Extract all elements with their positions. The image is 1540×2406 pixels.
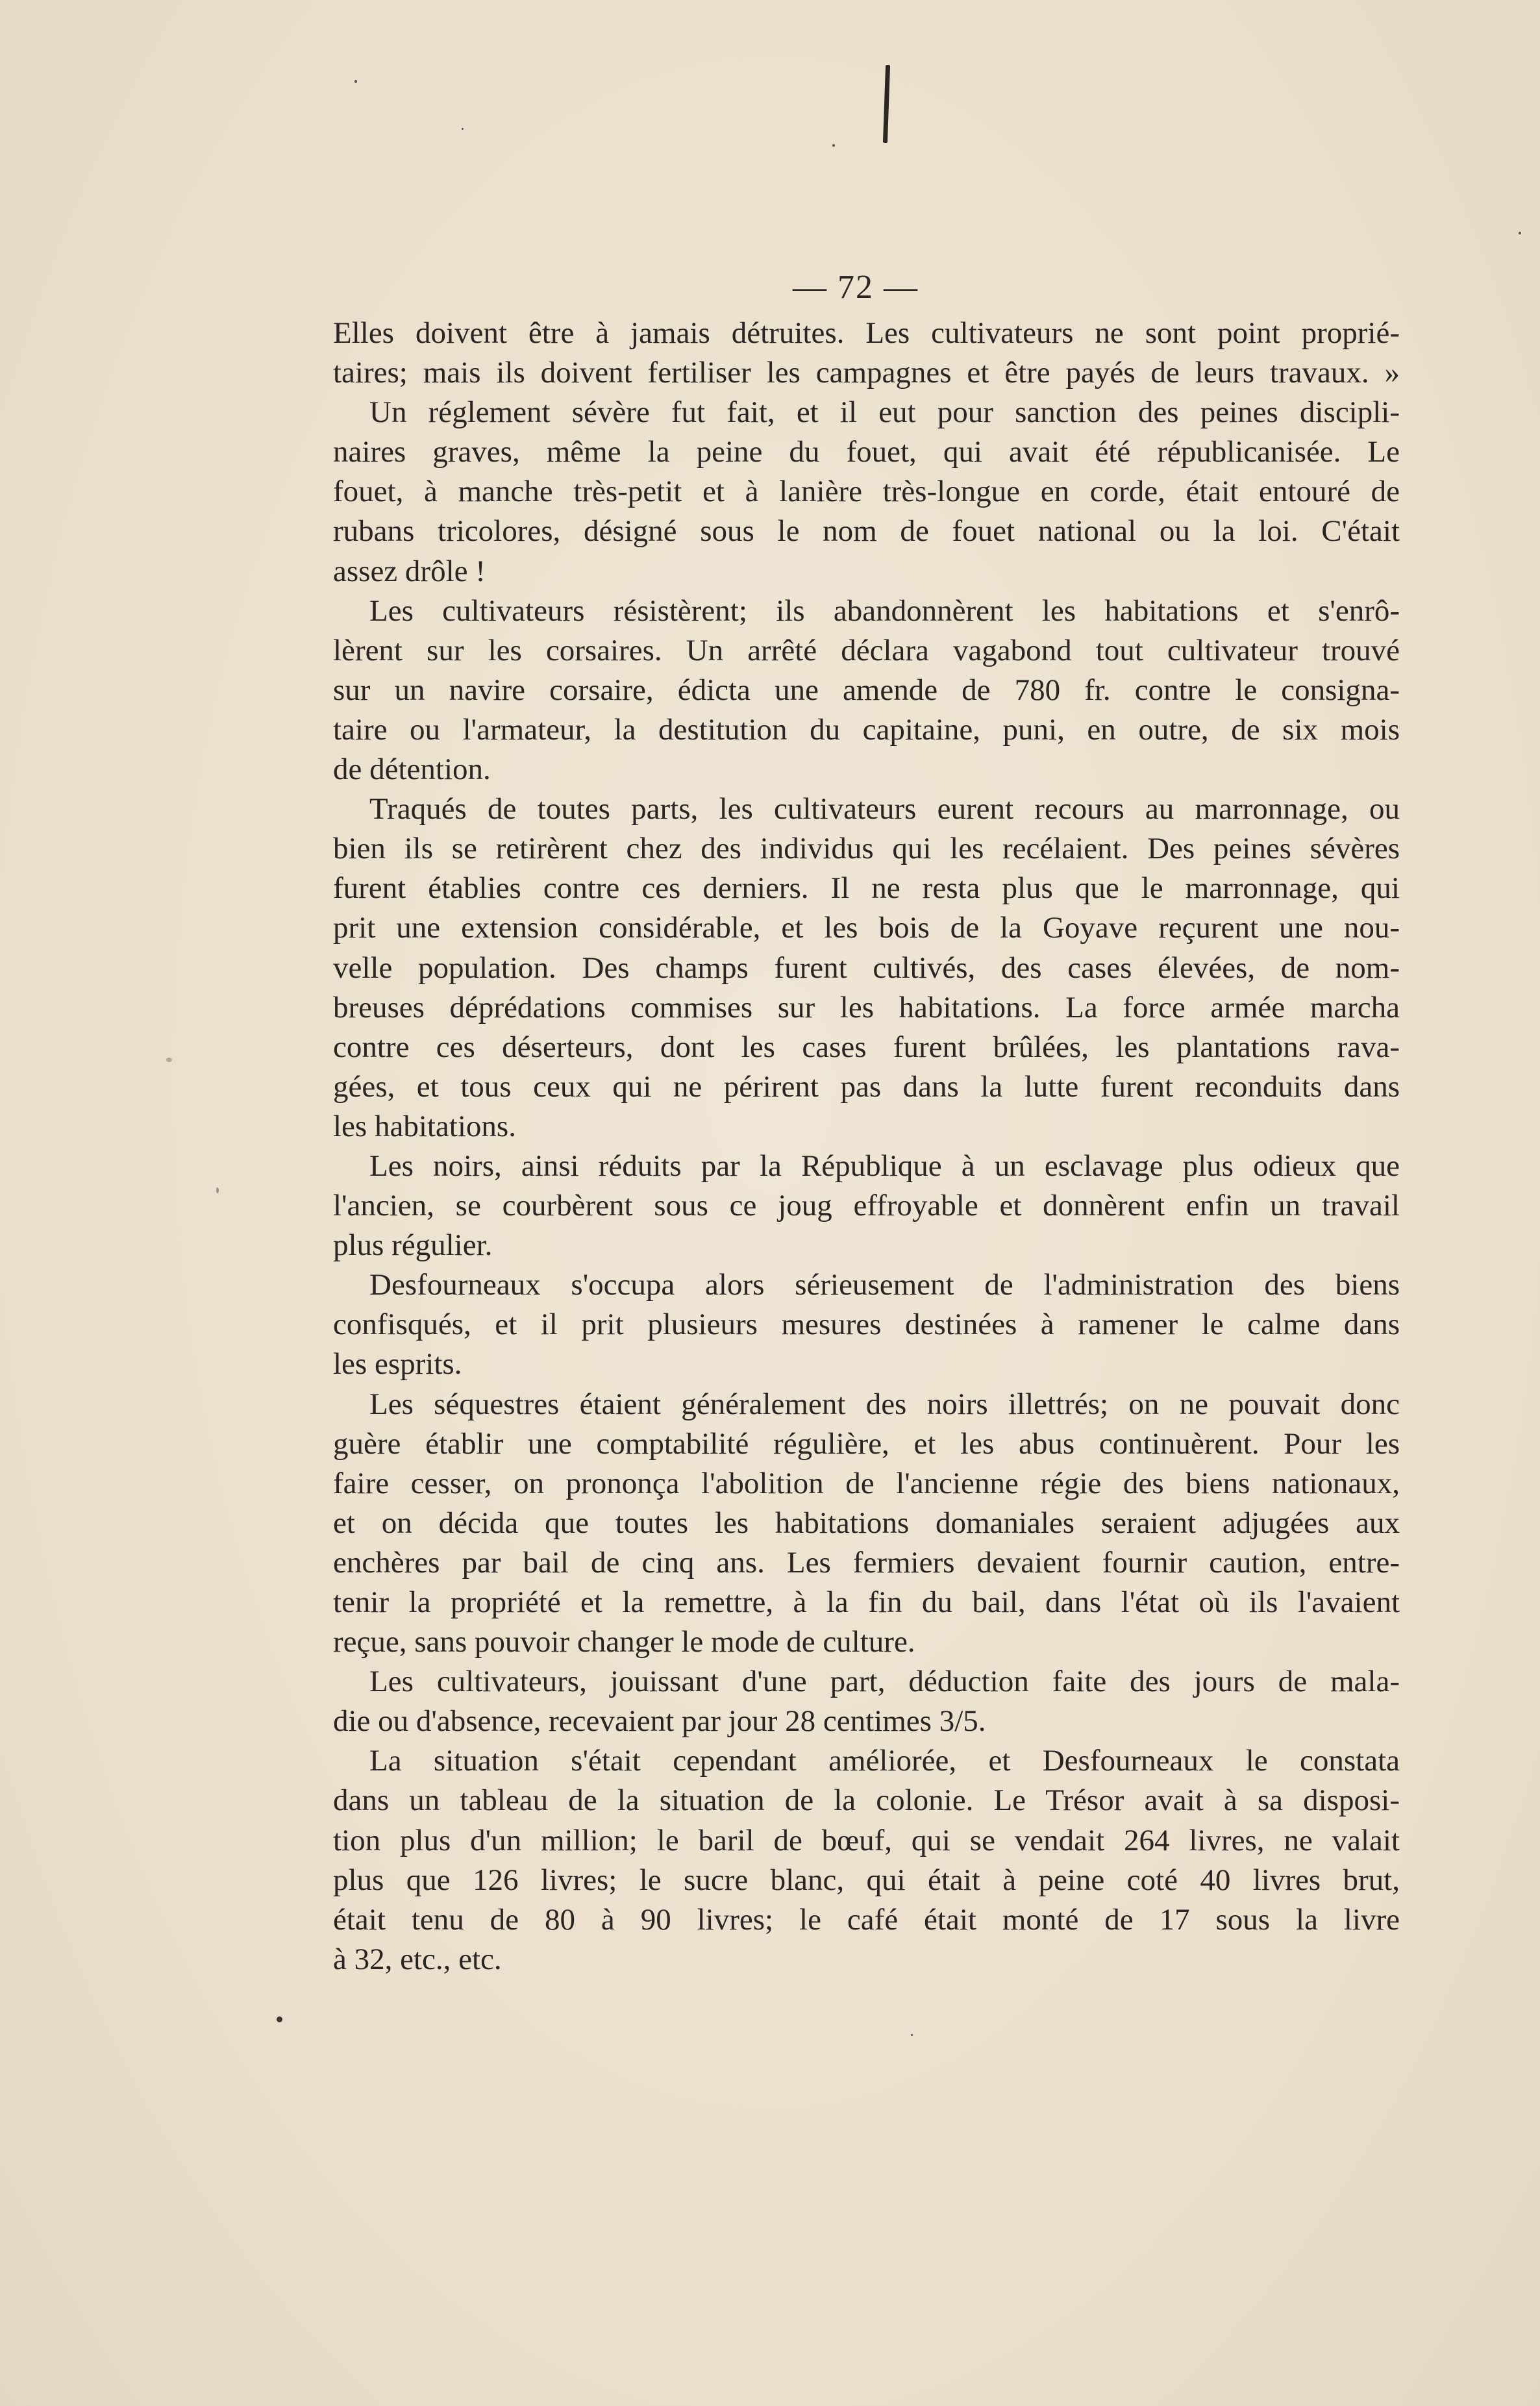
speck — [354, 80, 357, 83]
text-line: l'ancien, se courbèrent sous ce joug effroyable et donnèrent enfin un travail — [333, 1189, 1400, 1223]
text-line: Elles doivent être à jamais détruites. Les cultivateurs ne sont point proprié- — [333, 316, 1400, 350]
text-line: confisqués, et il prit plusieurs mesures destinées à ramener le calme dans — [333, 1308, 1400, 1342]
text-line: rubans tricolores, désigné sous le nom de fouet national ou la loi. C'était — [333, 514, 1400, 549]
text-line: tion plus d'un million; le baril de bœuf, qui se vendait 264 livres, ne valait — [333, 1823, 1400, 1857]
text-line: contre ces déserteurs, dont les cases furent brûlées, les plantations rava- — [333, 1030, 1400, 1064]
text-line: les esprits. — [333, 1347, 462, 1382]
speck — [277, 2016, 282, 2022]
text-line: taires; mais ils doivent fertiliser les campagnes et être payés de leurs travaux. » — [333, 356, 1400, 390]
page-number: — 72 — — [793, 269, 919, 306]
text-line: plus régulier. — [333, 1228, 493, 1263]
text-line: plus que 126 livres; le sucre blanc, qui était à peine coté 40 livres brut, — [333, 1863, 1400, 1897]
text-line: guère établir une comptabilité régulière, et les abus continuèrent. Pour les — [333, 1426, 1400, 1461]
speck — [216, 1187, 219, 1193]
text-line: et on décida que toutes les habitations domaniales seraient adjugées aux — [333, 1506, 1400, 1540]
text-line: sur un navire corsaire, édicta une amende de 780 fr. contre le consigna- — [333, 673, 1400, 707]
text-line: taire ou l'armateur, la destitution du capitaine, puni, en outre, de six mois — [333, 712, 1400, 747]
text-line: naires graves, même la peine du fouet, qui avait été républicanisée. Le — [333, 435, 1400, 469]
text-line: La situation s'était cependant améliorée, et Desfourneaux le constata — [369, 1744, 1400, 1778]
text-line: Les séquestres étaient généralement des noirs illettrés; on ne pouvait donc — [369, 1387, 1400, 1421]
text-line: les habitations. — [333, 1109, 516, 1143]
text-line: Les cultivateurs, jouissant d'une part, déduction faite des jours de mala- — [369, 1665, 1400, 1699]
text-line: tenir la propriété et la remettre, à la fin du bail, dans l'état où ils l'avaient — [333, 1585, 1400, 1619]
text-line: Les cultivateurs résistèrent; ils abandonnèrent les habitations et s'enrô- — [369, 593, 1400, 628]
text-line: Traqués de toutes parts, les cultivateurs eurent recours au marronnage, ou — [369, 792, 1400, 826]
text-line: prit une extension considérable, et les bois de la Goyave reçurent une nou- — [333, 911, 1400, 945]
text-line: Les noirs, ainsi réduits par la République à un esclavage plus odieux que — [369, 1148, 1400, 1183]
text-line: die ou d'absence, recevaient par jour 28 centimes 3/5. — [333, 1704, 986, 1739]
text-line: reçue, sans pouvoir changer le mode de culture. — [333, 1625, 915, 1659]
text-line: à 32, etc., etc. — [333, 1942, 502, 1976]
text-line: de détention. — [333, 752, 491, 787]
speck — [832, 144, 835, 147]
text-line: furent établies contre ces derniers. Il ne resta plus que le marronnage, qui — [333, 871, 1400, 906]
text-line: assez drôle ! — [333, 554, 486, 588]
body-text — [333, 314, 1400, 1979]
text-line: Un réglement sévère fut fait, et il eut pour sanction des peines discipli- — [369, 395, 1400, 430]
text-line: Desfourneaux s'occupa alors sérieusement de l'administration des biens — [369, 1268, 1400, 1302]
text-line: breuses déprédations commises sur les habitations. La force armée marcha — [333, 990, 1400, 1024]
text-line: était tenu de 80 à 90 livres; le café était monté de 17 sous la livre — [333, 1902, 1400, 1937]
speck — [462, 128, 464, 130]
text-line: faire cesser, on prononça l'abolition de l'ancienne régie des biens nationaux, — [333, 1466, 1400, 1500]
text-line: enchères par bail de cinq ans. Les fermiers devaient fournir caution, entre- — [333, 1545, 1400, 1580]
text-line: velle population. Des champs furent cultivés, des cases élevées, de nom- — [333, 950, 1400, 985]
speck — [1519, 232, 1521, 234]
text-line: bien ils se retirèrent chez des individus qui les recélaient. Des peines sévères — [333, 832, 1400, 866]
speck — [911, 2034, 913, 2036]
speck — [166, 1058, 172, 1062]
text-line: gées, et tous ceux qui ne périrent pas dans la lutte furent reconduits dans — [333, 1069, 1400, 1104]
text-line: fouet, à manche très-petit et à lanière très-longue en corde, était entouré de — [333, 475, 1400, 509]
text-line: dans un tableau de la situation de la colonie. Le Trésor avait à sa disposi- — [333, 1783, 1400, 1818]
text-line: lèrent sur les corsaires. Un arrêté déclara vagabond tout cultivateur trouvé — [333, 633, 1400, 667]
